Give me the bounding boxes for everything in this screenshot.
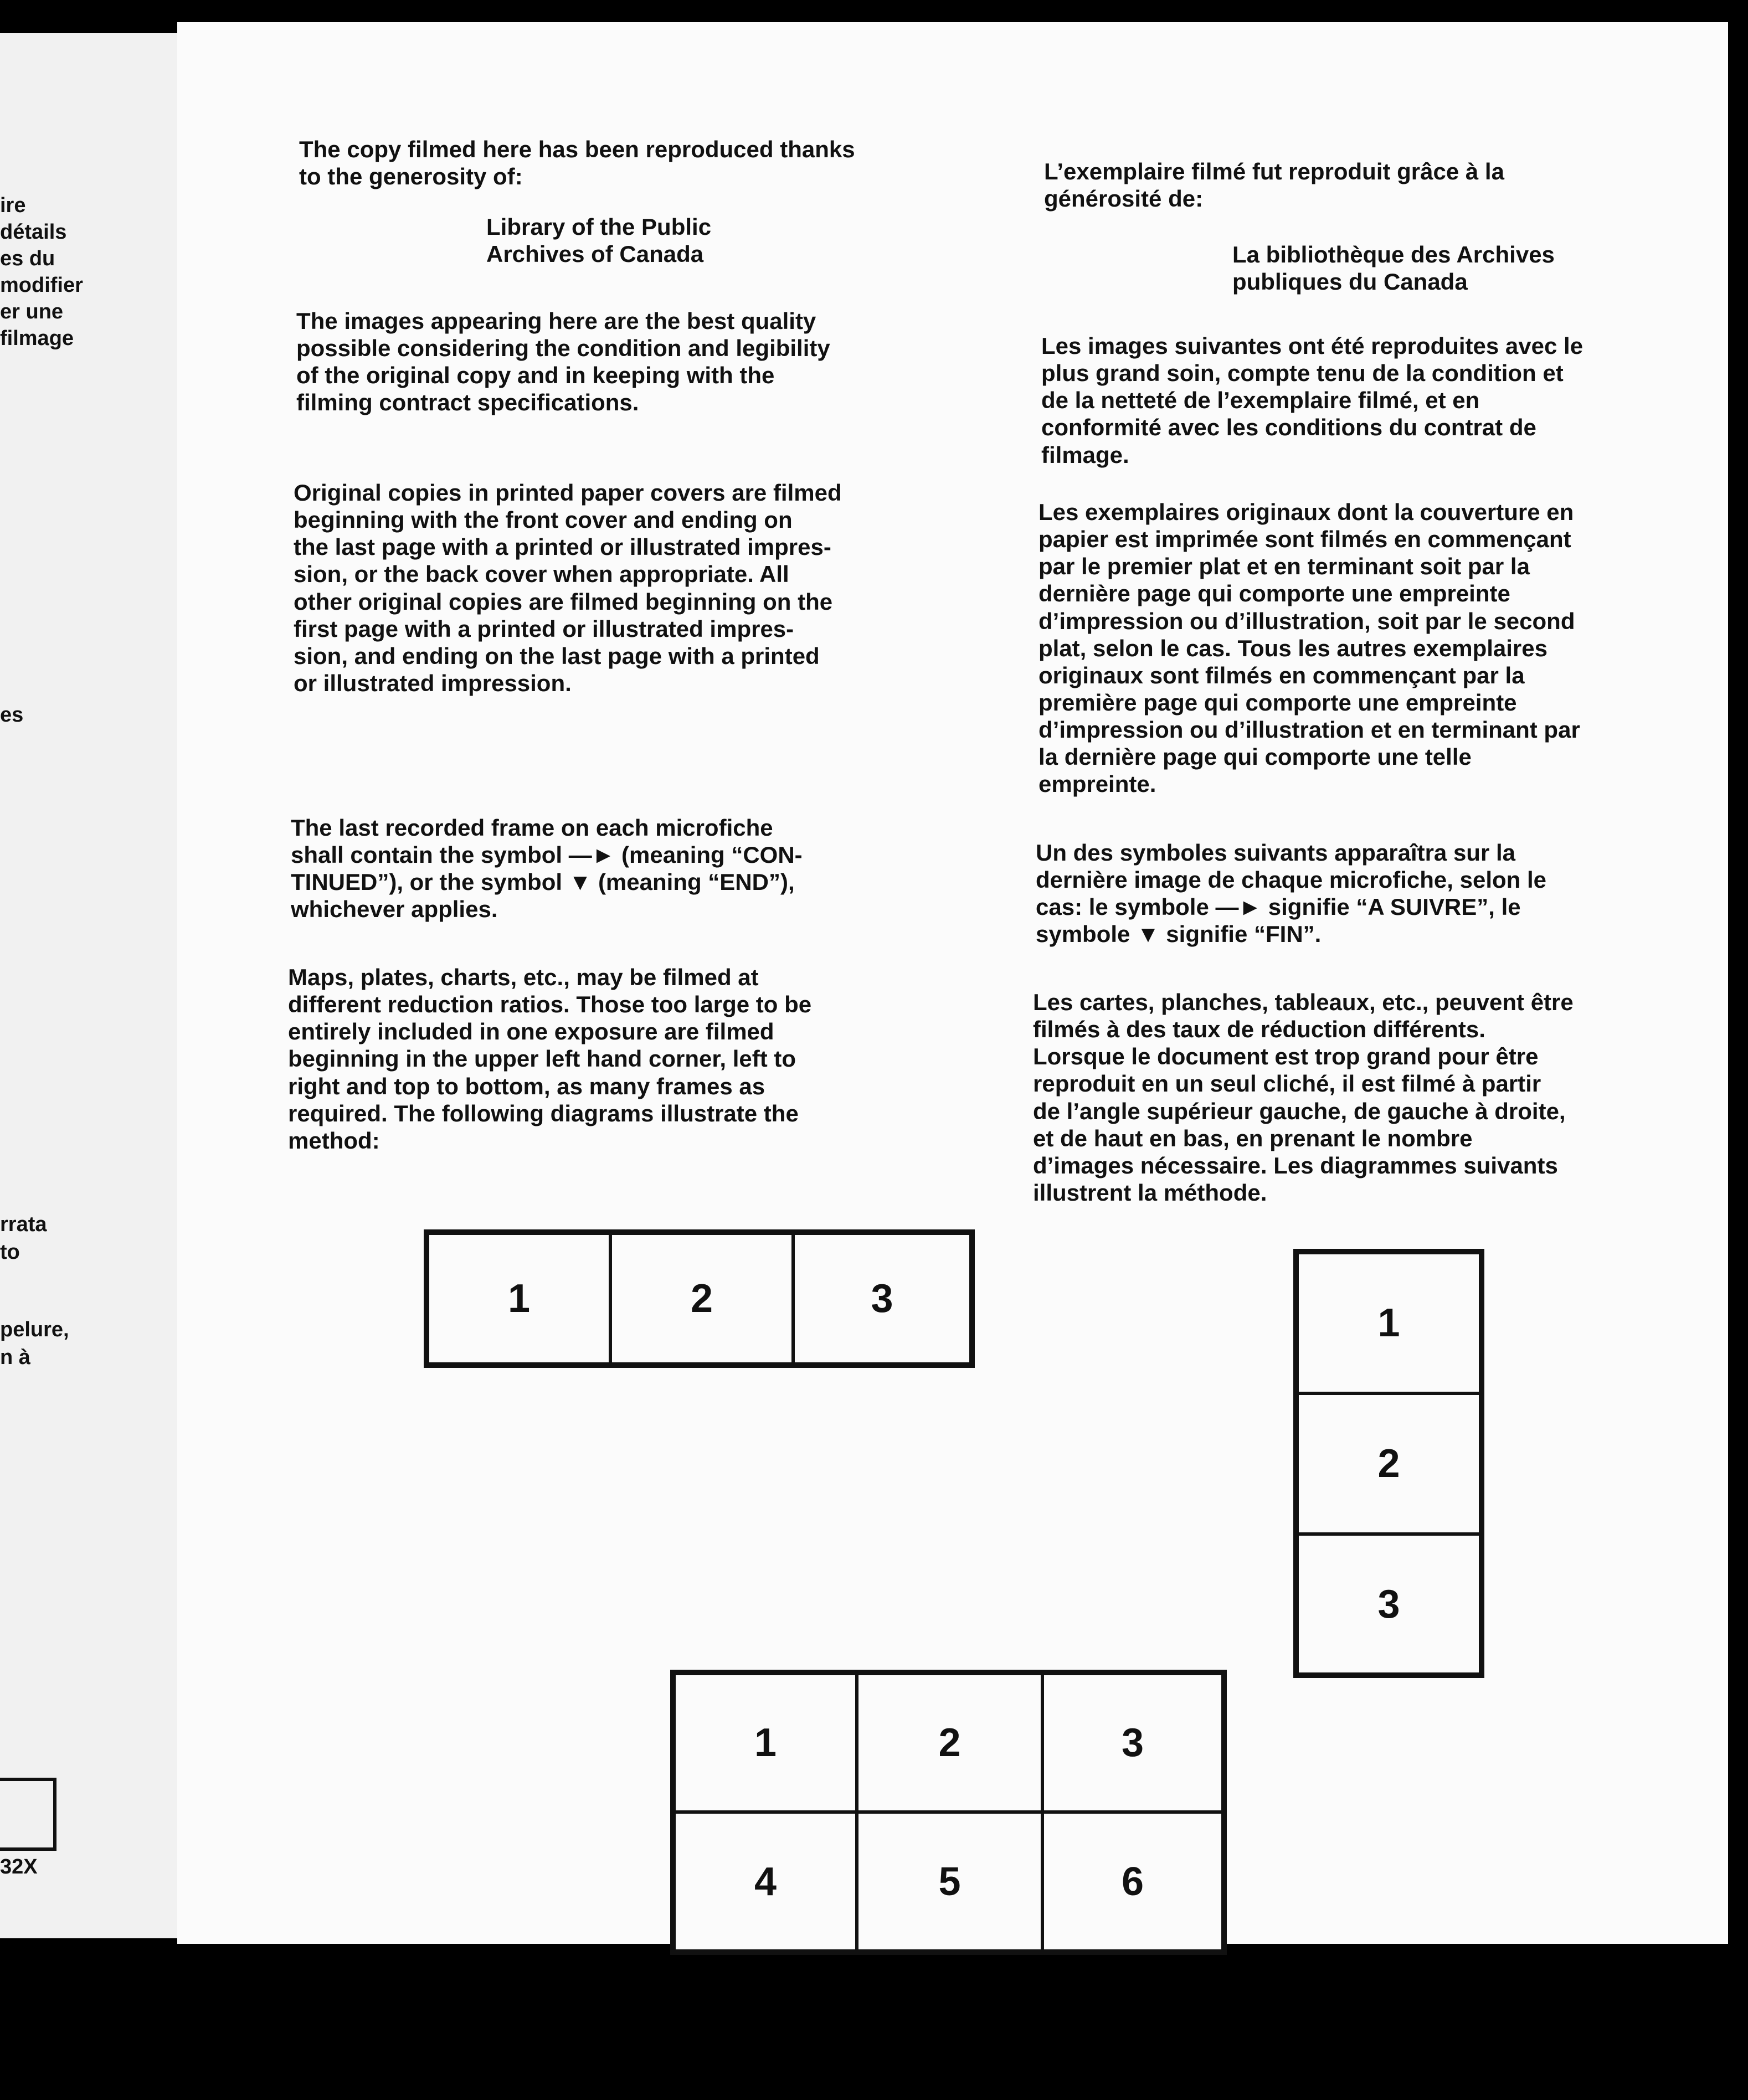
text-line: filmés à des taux de réduction différents. — [1033, 1016, 1485, 1043]
fr-quality — [1041, 332, 1583, 469]
text-line: originaux sont filmés en commençant par la — [1038, 662, 1525, 688]
text-line: générosité de: — [1044, 186, 1204, 212]
text-line: première page qui comporte une empreinte — [1038, 689, 1517, 716]
en-thanks — [299, 136, 855, 190]
adjacent-page-fragment — [0, 33, 177, 1938]
text-line: dernière page qui comporte une empreinte — [1038, 580, 1510, 607]
fragment-text: es du — [0, 247, 55, 270]
text-line: Les exemplaires originaux dont la couverture en — [1038, 499, 1574, 525]
en-originals — [294, 479, 842, 697]
fragment-text: rrata — [0, 1213, 47, 1236]
text-line: dernière image de chaque microfiche, selon le — [1036, 867, 1546, 893]
fr-originals — [1038, 498, 1580, 797]
frame-cell: 2 — [1297, 1393, 1480, 1534]
fragment-text: er une — [0, 300, 64, 323]
fragment-text: 32X — [0, 1855, 38, 1878]
text-line: required. The following diagrams illustrate the — [288, 1100, 799, 1126]
fragment-text: modifier — [0, 274, 83, 297]
text-line: sion, and ending on the last page with a printed — [294, 642, 820, 669]
en-maps — [288, 964, 811, 1154]
text-line: beginning with the front cover and ending on — [294, 507, 793, 533]
text-line: Les images suivantes ont été reproduites avec le — [1041, 333, 1584, 359]
text-line: d’impression ou d’illustration, soit par le second — [1038, 608, 1575, 634]
text-line: right and top to bottom, as many frames as — [288, 1073, 765, 1099]
text-line: et de haut en bas, en prenant le nombre — [1033, 1125, 1473, 1151]
text-line: whichever applies. — [291, 896, 498, 923]
diagram-row-three-frames — [424, 1229, 975, 1368]
text-line: plus grand soin, compte tenu de la condition et — [1041, 360, 1564, 387]
fragment-text: filmage — [0, 327, 74, 350]
frame-cell: 6 — [1042, 1812, 1223, 1951]
fragment-text: pelure, — [0, 1318, 69, 1341]
reduction-box — [0, 1778, 56, 1851]
text-line: conformité avec les conditions du contrat de — [1041, 414, 1536, 441]
text-line: beginning in the upper left hand corner, left to — [288, 1046, 796, 1072]
text-line: reproduit en un seul cliché, il est filmé à partir — [1033, 1070, 1541, 1097]
text-line: Original copies in printed paper covers are filmed — [294, 480, 842, 506]
text-line: de l’angle supérieur gauche, de gauche à droite, — [1033, 1098, 1566, 1124]
text-line: L’exemplaire filmé fut reproduit grâce à la — [1044, 158, 1504, 184]
text-line: cas: le symbole —► signifie “A SUIVRE”, le — [1036, 894, 1521, 920]
frame-cell: 2 — [610, 1233, 793, 1364]
text-line: the last page with a printed or illustrated impres- — [294, 534, 831, 560]
text-line: filming contract specifications. — [296, 389, 639, 416]
text-line: entirely included in one exposure are filmed — [288, 1018, 774, 1045]
text-line: symbole ▼ signifie “FIN”. — [1036, 921, 1322, 948]
fr-maps — [1033, 989, 1574, 1206]
frame-cell: 3 — [1042, 1674, 1223, 1812]
text-line: Maps, plates, charts, etc., may be filmed at — [288, 964, 759, 990]
frame-cell: 1 — [674, 1674, 857, 1812]
fragment-text: détails — [0, 220, 67, 244]
fragment-text: ire — [0, 194, 26, 217]
text-line: papier est imprimée sont filmés en commençant — [1038, 526, 1571, 553]
text-line: Un des symboles suivants apparaîtra sur la — [1036, 840, 1516, 866]
text-line: possible considering the condition and legibility — [296, 335, 830, 362]
text-line: d’impression ou d’illustration et en terminant par — [1038, 717, 1580, 743]
text-line: to the generosity of: — [299, 163, 523, 190]
frame-cell: 3 — [793, 1233, 971, 1364]
en-quality — [296, 307, 830, 416]
diagram-column-three-frames — [1293, 1249, 1484, 1678]
diagram-grid-six-frames — [670, 1670, 1227, 1955]
text-line: publiques du Canada — [1232, 269, 1468, 295]
filming-notice-page — [177, 22, 1728, 1944]
text-line: Library of the Public — [486, 214, 712, 240]
text-line: shall contain the symbol —► (meaning “CON- — [291, 842, 803, 868]
fr-symbols — [1036, 839, 1546, 948]
text-line: or illustrated impression. — [294, 670, 572, 696]
text-line: par le premier plat et en terminant soit par la — [1038, 553, 1530, 580]
fr-thanks — [1044, 158, 1504, 212]
text-line: La bibliothèque des Archives — [1232, 241, 1555, 267]
fragment-text: to — [0, 1241, 20, 1264]
text-line: sion, or the back cover when appropriate. All — [294, 561, 789, 588]
text-line: The copy filmed here has been reproduced thanks — [299, 136, 855, 162]
text-line: The last recorded frame on each microfiche — [291, 815, 773, 841]
text-line: la dernière page qui comporte une telle — [1038, 744, 1472, 770]
text-line: empreinte. — [1038, 771, 1156, 797]
fragment-text: es — [0, 703, 24, 727]
text-line: illustrent la méthode. — [1033, 1179, 1267, 1206]
en-library — [486, 213, 711, 267]
text-line: other original copies are filmed beginning on the — [294, 588, 833, 615]
frame-cell: 3 — [1297, 1534, 1480, 1674]
frame-cell: 5 — [857, 1812, 1042, 1951]
fragment-text: n à — [0, 1346, 30, 1369]
text-line: Lorsque le document est trop grand pour être — [1033, 1043, 1539, 1070]
en-symbols — [291, 814, 803, 923]
text-line: plat, selon le cas. Tous les autres exemplaires — [1038, 635, 1548, 661]
text-line: The images appearing here are the best quality — [296, 308, 816, 334]
text-line: Les cartes, planches, tableaux, etc., peuvent être — [1033, 989, 1574, 1015]
frame-cell: 2 — [857, 1674, 1042, 1812]
text-line: of the original copy and in keeping with the — [296, 362, 775, 389]
text-line: first page with a printed or illustrated impres- — [294, 615, 794, 642]
text-line: TINUED”), or the symbol ▼ (meaning “END”), — [291, 869, 795, 895]
text-line: Archives of Canada — [486, 241, 704, 267]
frame-cell: 1 — [1297, 1253, 1480, 1393]
text-line: filmage. — [1041, 441, 1129, 468]
text-line: method: — [288, 1127, 380, 1154]
text-line: de la netteté de l’exemplaire filmé, et en — [1041, 387, 1480, 414]
text-line: different reduction ratios. Those too large to be — [288, 991, 812, 1018]
frame-cell: 4 — [674, 1812, 857, 1951]
fr-library — [1232, 241, 1555, 295]
frame-cell: 1 — [428, 1233, 610, 1364]
text-line: d’images nécessaire. Les diagrammes suivants — [1033, 1152, 1558, 1178]
